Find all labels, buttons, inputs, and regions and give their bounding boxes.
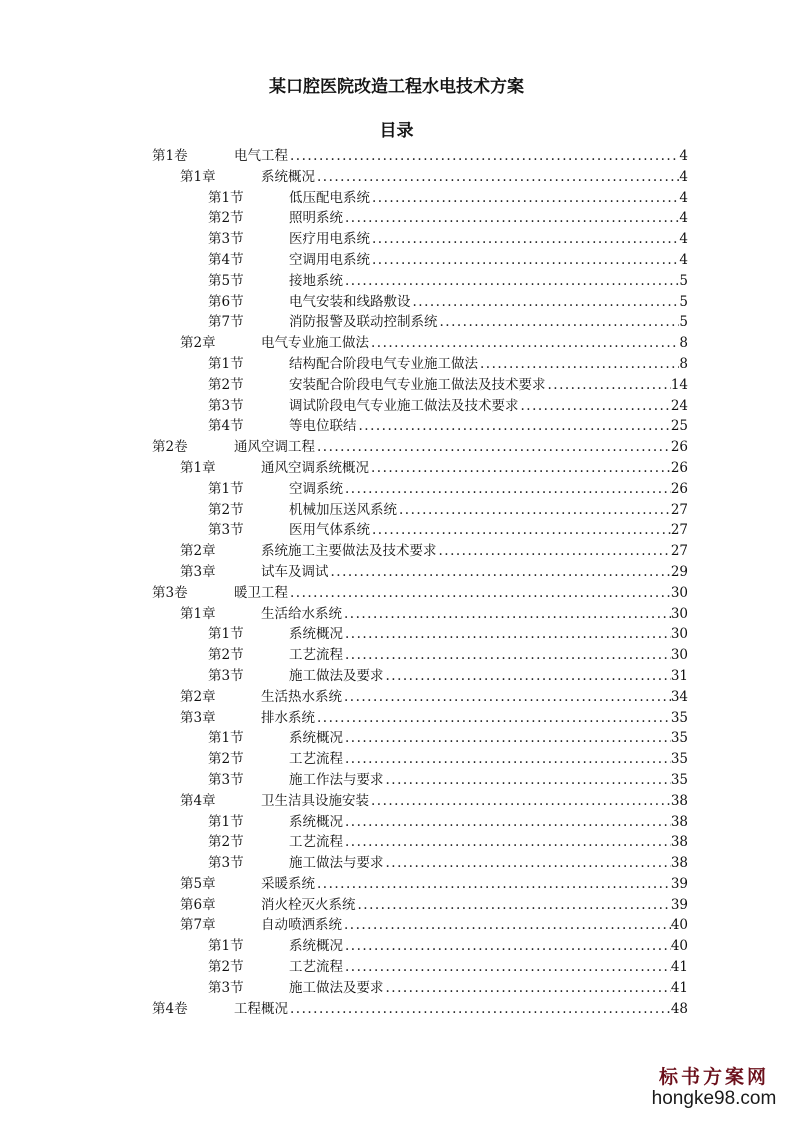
table-of-contents xyxy=(150,146,688,1019)
toc-entry[interactable] xyxy=(150,312,688,333)
toc-entry[interactable] xyxy=(150,229,688,250)
toc-dot-leader xyxy=(384,978,671,999)
toc-entry-number: 第1章 xyxy=(180,459,216,476)
watermark-url: hongke98.com xyxy=(651,1088,777,1109)
toc-dot-leader xyxy=(343,812,671,833)
toc-entry-body xyxy=(261,915,688,936)
toc-entry-title: 系统概况 xyxy=(289,938,343,955)
toc-dot-leader xyxy=(411,292,680,313)
toc-entry-title: 机械加压送风系统 xyxy=(289,501,397,518)
toc-entry-title: 卫生洁具设施安装 xyxy=(261,792,369,809)
toc-entry[interactable] xyxy=(150,354,688,375)
toc-dot-leader xyxy=(343,832,671,853)
toc-entry-page: 4 xyxy=(679,148,688,164)
toc-entry-number: 第2节 xyxy=(208,959,244,976)
toc-entry-number: 第4节 xyxy=(208,418,244,435)
toc-entry-title: 系统概况 xyxy=(289,813,343,830)
toc-entry-body xyxy=(289,520,688,541)
toc-entry[interactable] xyxy=(150,188,688,209)
toc-entry-page: 27 xyxy=(670,501,688,518)
toc-dot-leader xyxy=(343,624,671,645)
toc-entry[interactable] xyxy=(150,146,688,167)
toc-dot-leader xyxy=(288,583,671,604)
toc-entry-number: 第1卷 xyxy=(152,148,188,164)
toc-entry[interactable] xyxy=(150,541,688,562)
toc-dot-leader xyxy=(370,250,679,271)
toc-dot-leader xyxy=(370,229,679,250)
toc-dot-leader xyxy=(315,437,671,458)
toc-dot-leader xyxy=(343,728,671,749)
toc-dot-leader xyxy=(369,333,679,354)
toc-entry-title: 医疗用电系统 xyxy=(289,231,370,248)
toc-entry-number: 第2章 xyxy=(180,688,216,705)
toc-dot-leader xyxy=(370,188,679,209)
toc-dot-leader xyxy=(384,853,671,874)
toc-entry-page: 26 xyxy=(670,439,688,456)
toc-entry-title: 施工做法及要求 xyxy=(289,979,384,996)
toc-entry-body xyxy=(289,832,688,853)
toc-entry-page: 24 xyxy=(670,397,688,414)
toc-entry-title: 施工作法与要求 xyxy=(289,771,384,788)
toc-entry[interactable] xyxy=(150,915,688,936)
toc-dot-leader xyxy=(343,271,679,292)
toc-entry-number: 第3节 xyxy=(208,855,244,872)
toc-entry[interactable] xyxy=(150,437,688,458)
toc-entry-number: 第3卷 xyxy=(152,584,188,601)
toc-dot-leader xyxy=(384,770,671,791)
watermark-logo xyxy=(644,1066,784,1110)
toc-entry[interactable] xyxy=(150,666,688,687)
toc-entry-number: 第1节 xyxy=(208,730,244,747)
toc-entry-body xyxy=(289,271,688,292)
toc-entry-page: 30 xyxy=(670,626,688,643)
toc-entry-page: 40 xyxy=(670,938,688,955)
toc-dot-leader xyxy=(343,957,671,978)
toc-entry[interactable] xyxy=(150,250,688,271)
toc-entry-body xyxy=(289,312,688,333)
toc-entry-title: 电气工程 xyxy=(234,148,288,164)
toc-dot-leader xyxy=(343,749,671,770)
toc-entry-title: 系统施工主要做法及技术要求 xyxy=(261,543,437,560)
toc-entry-body xyxy=(289,624,688,645)
toc-entry[interactable] xyxy=(150,999,688,1020)
toc-entry-title: 等电位联结 xyxy=(289,418,357,435)
toc-entry-page: 26 xyxy=(670,459,688,476)
toc-entry-number: 第5章 xyxy=(180,875,216,892)
toc-entry-body xyxy=(261,791,688,812)
toc-entry-title: 工艺流程 xyxy=(289,647,343,664)
toc-entry-page: 14 xyxy=(670,376,688,393)
toc-entry-number: 第2节 xyxy=(208,376,244,393)
toc-entry[interactable] xyxy=(150,853,688,874)
toc-entry-number: 第6章 xyxy=(180,896,216,913)
toc-entry-number: 第3节 xyxy=(208,397,244,414)
toc-entry-page: 40 xyxy=(670,917,688,934)
toc-entry-body xyxy=(261,895,688,916)
toc-entry-page: 35 xyxy=(670,751,688,768)
toc-entry-body xyxy=(289,936,688,957)
toc-entry[interactable] xyxy=(150,416,688,437)
toc-entry-title: 空调用电系统 xyxy=(289,251,370,268)
toc-entry-page: 39 xyxy=(670,875,688,892)
toc-entry-body xyxy=(261,874,688,895)
toc-entry-title: 消防报警及联动控制系统 xyxy=(289,314,438,331)
toc-entry-number: 第3节 xyxy=(208,522,244,539)
toc-dot-leader xyxy=(478,354,679,375)
toc-entry-page: 39 xyxy=(670,896,688,913)
toc-entry-title: 排水系统 xyxy=(261,709,315,726)
toc-entry-title: 通风空调系统概况 xyxy=(261,459,369,476)
toc-entry[interactable] xyxy=(150,167,688,188)
toc-entry-body xyxy=(289,292,688,313)
toc-entry[interactable] xyxy=(150,645,688,666)
toc-entry-title: 安装配合阶段电气专业施工做法及技术要求 xyxy=(289,376,546,393)
toc-entry-number: 第1节 xyxy=(208,189,244,206)
toc-entry-page: 26 xyxy=(670,480,688,497)
toc-entry-page: 29 xyxy=(670,563,688,580)
document-title: 某口腔医院改造工程水电技术方案 xyxy=(269,77,524,97)
toc-entry-page: 41 xyxy=(670,959,688,976)
toc-entry-number: 第4章 xyxy=(180,792,216,809)
toc-entry-number: 第3节 xyxy=(208,231,244,248)
toc-dot-leader xyxy=(357,416,671,437)
toc-entry[interactable] xyxy=(150,520,688,541)
toc-entry-number: 第3节 xyxy=(208,667,244,684)
toc-dot-leader xyxy=(519,396,671,417)
toc-entry-body xyxy=(261,458,688,479)
toc-entry-page: 35 xyxy=(670,709,688,726)
toc-entry[interactable] xyxy=(150,458,688,479)
toc-entry-page: 4 xyxy=(679,231,688,248)
toc-entry[interactable] xyxy=(150,687,688,708)
toc-entry-title: 工艺流程 xyxy=(289,959,343,976)
toc-dot-leader xyxy=(288,999,671,1020)
toc-entry-body xyxy=(261,708,688,729)
toc-entry-number: 第2章 xyxy=(180,335,216,352)
toc-entry-body xyxy=(261,604,688,625)
toc-dot-leader xyxy=(369,791,671,812)
toc-entry-title: 施工做法与要求 xyxy=(289,855,384,872)
toc-entry-number: 第2节 xyxy=(208,501,244,518)
toc-entry-page: 35 xyxy=(670,730,688,747)
toc-dot-leader xyxy=(343,208,679,229)
toc-entry-body xyxy=(289,250,688,271)
toc-entry-page: 27 xyxy=(670,543,688,560)
toc-entry-page: 5 xyxy=(679,314,688,331)
toc-entry-body xyxy=(289,957,688,978)
toc-entry-title: 空调系统 xyxy=(289,480,343,497)
toc-entry-number: 第2节 xyxy=(208,834,244,851)
toc-heading: 目录 xyxy=(379,121,414,141)
toc-entry[interactable] xyxy=(150,770,688,791)
toc-entry-page: 5 xyxy=(679,293,688,310)
toc-entry[interactable] xyxy=(150,957,688,978)
toc-dot-leader xyxy=(315,167,679,188)
toc-entry-body xyxy=(289,749,688,770)
toc-entry-body xyxy=(289,645,688,666)
toc-entry-number: 第1节 xyxy=(208,355,244,372)
toc-entry-body xyxy=(289,396,688,417)
toc-entry-number: 第7节 xyxy=(208,314,244,331)
toc-entry[interactable] xyxy=(150,728,688,749)
toc-dot-leader xyxy=(343,936,671,957)
watermark-name: 标书方案网 xyxy=(658,1066,769,1088)
toc-entry-body xyxy=(261,333,688,354)
toc-entry-body xyxy=(289,500,688,521)
toc-entry-body xyxy=(289,375,688,396)
toc-entry[interactable] xyxy=(150,562,688,583)
toc-dot-leader xyxy=(546,375,671,396)
toc-entry-number: 第3节 xyxy=(208,979,244,996)
toc-entry-number: 第1节 xyxy=(208,626,244,643)
toc-entry-title: 结构配合阶段电气专业施工做法 xyxy=(289,355,478,372)
toc-entry[interactable] xyxy=(150,375,688,396)
toc-entry-title: 工艺流程 xyxy=(289,751,343,768)
toc-entry-title: 接地系统 xyxy=(289,272,343,289)
toc-entry[interactable] xyxy=(150,292,688,313)
toc-entry-number: 第3章 xyxy=(180,709,216,726)
toc-entry-title: 试车及调试 xyxy=(261,563,329,580)
toc-entry-number: 第2节 xyxy=(208,751,244,768)
toc-entry-page: 34 xyxy=(670,688,688,705)
toc-entry[interactable] xyxy=(150,791,688,812)
toc-entry-body xyxy=(234,146,688,167)
toc-entry-title: 医用气体系统 xyxy=(289,522,370,539)
toc-entry-title: 电气专业施工做法 xyxy=(261,335,369,352)
toc-entry-page: 5 xyxy=(679,272,688,289)
toc-entry-page: 38 xyxy=(670,792,688,809)
toc-entry-title: 生活给水系统 xyxy=(261,605,342,622)
toc-entry-page: 35 xyxy=(670,771,688,788)
toc-entry-title: 通风空调工程 xyxy=(234,439,315,456)
toc-entry-number: 第1节 xyxy=(208,813,244,830)
toc-entry-page: 25 xyxy=(670,418,688,435)
toc-entry-body xyxy=(234,437,688,458)
toc-entry-number: 第2卷 xyxy=(152,439,188,456)
toc-entry-body xyxy=(289,728,688,749)
toc-entry-page: 30 xyxy=(670,584,688,601)
toc-entry-body xyxy=(234,583,688,604)
toc-dot-leader xyxy=(329,562,671,583)
toc-entry[interactable] xyxy=(150,208,688,229)
toc-dot-leader xyxy=(315,874,671,895)
toc-entry-body xyxy=(261,541,688,562)
toc-dot-leader xyxy=(356,895,671,916)
toc-entry-number: 第2节 xyxy=(208,210,244,227)
toc-entry-page: 8 xyxy=(679,355,688,372)
toc-entry[interactable] xyxy=(150,396,688,417)
toc-entry-title: 调试阶段电气专业施工做法及技术要求 xyxy=(289,397,519,414)
toc-dot-leader xyxy=(369,458,671,479)
toc-entry-body xyxy=(289,354,688,375)
toc-entry[interactable] xyxy=(150,583,688,604)
toc-entry-number: 第1章 xyxy=(180,605,216,622)
toc-entry-number: 第2节 xyxy=(208,647,244,664)
toc-dot-leader xyxy=(342,687,671,708)
toc-dot-leader xyxy=(437,541,671,562)
toc-dot-leader xyxy=(343,645,671,666)
toc-entry-body xyxy=(289,229,688,250)
toc-entry-body xyxy=(289,853,688,874)
toc-entry-title: 系统概况 xyxy=(289,730,343,747)
toc-dot-leader xyxy=(397,500,671,521)
toc-entry-page: 8 xyxy=(679,335,688,352)
toc-dot-leader xyxy=(315,708,671,729)
toc-entry-body xyxy=(289,666,688,687)
toc-entry-body xyxy=(289,978,688,999)
toc-entry-title: 照明系统 xyxy=(289,210,343,227)
toc-entry-title: 系统概况 xyxy=(289,626,343,643)
toc-entry[interactable] xyxy=(150,333,688,354)
toc-entry-number: 第4卷 xyxy=(152,1000,188,1017)
toc-entry-body xyxy=(289,770,688,791)
toc-entry-title: 自动喷洒系统 xyxy=(261,917,342,934)
toc-entry-number: 第1章 xyxy=(180,168,216,185)
toc-entry-number: 第3节 xyxy=(208,771,244,788)
toc-entry[interactable] xyxy=(150,479,688,500)
toc-entry[interactable] xyxy=(150,874,688,895)
toc-dot-leader xyxy=(370,520,671,541)
toc-entry[interactable] xyxy=(150,895,688,916)
toc-entry[interactable] xyxy=(150,500,688,521)
toc-entry-title: 消火栓灭火系统 xyxy=(261,896,356,913)
toc-dot-leader xyxy=(343,479,671,500)
toc-entry-page: 4 xyxy=(679,251,688,268)
toc-entry[interactable] xyxy=(150,936,688,957)
toc-entry-page: 4 xyxy=(679,189,688,206)
toc-entry-number: 第4节 xyxy=(208,251,244,268)
toc-entry-body xyxy=(289,416,688,437)
toc-entry[interactable] xyxy=(150,978,688,999)
toc-entry-body xyxy=(261,167,688,188)
toc-entry-page: 38 xyxy=(670,834,688,851)
toc-dot-leader xyxy=(438,312,680,333)
toc-entry-page: 38 xyxy=(670,813,688,830)
toc-entry-title: 工程概况 xyxy=(234,1000,288,1017)
toc-entry[interactable] xyxy=(150,708,688,729)
toc-entry[interactable] xyxy=(150,749,688,770)
toc-entry-body xyxy=(289,208,688,229)
toc-entry-number: 第7章 xyxy=(180,917,216,934)
toc-dot-leader xyxy=(342,915,671,936)
toc-entry-title: 采暖系统 xyxy=(261,875,315,892)
toc-entry-title: 电气安装和线路敷设 xyxy=(289,293,411,310)
toc-entry-number: 第1节 xyxy=(208,938,244,955)
toc-entry-title: 生活热水系统 xyxy=(261,688,342,705)
toc-entry-page: 30 xyxy=(670,605,688,622)
toc-entry-body xyxy=(261,562,688,583)
toc-entry-number: 第6节 xyxy=(208,293,244,310)
toc-entry[interactable] xyxy=(150,832,688,853)
toc-entry-number: 第2章 xyxy=(180,543,216,560)
toc-entry-number: 第1节 xyxy=(208,480,244,497)
toc-entry-title: 工艺流程 xyxy=(289,834,343,851)
toc-entry-title: 施工做法及要求 xyxy=(289,667,384,684)
toc-entry-body xyxy=(261,687,688,708)
toc-entry-page: 4 xyxy=(679,210,688,227)
toc-entry-body xyxy=(289,479,688,500)
toc-entry-number: 第3章 xyxy=(180,563,216,580)
toc-dot-leader xyxy=(288,146,679,167)
toc-entry-title: 暖卫工程 xyxy=(234,584,288,601)
toc-entry-title: 系统概况 xyxy=(261,168,315,185)
toc-entry-page: 31 xyxy=(670,667,688,684)
toc-entry-body xyxy=(289,188,688,209)
toc-entry-number: 第5节 xyxy=(208,272,244,289)
toc-entry[interactable] xyxy=(150,812,688,833)
toc-entry[interactable] xyxy=(150,624,688,645)
toc-entry-page: 48 xyxy=(670,1000,688,1017)
toc-entry[interactable] xyxy=(150,604,688,625)
toc-entry-page: 4 xyxy=(679,168,688,185)
toc-entry-page: 41 xyxy=(670,979,688,996)
toc-entry-page: 38 xyxy=(670,855,688,872)
toc-entry-page: 27 xyxy=(670,522,688,539)
toc-entry[interactable] xyxy=(150,271,688,292)
toc-dot-leader xyxy=(342,604,671,625)
toc-entry-body xyxy=(289,812,688,833)
toc-entry-title: 低压配电系统 xyxy=(289,189,370,206)
toc-entry-body xyxy=(234,999,688,1020)
toc-entry-page: 30 xyxy=(670,647,688,664)
toc-dot-leader xyxy=(384,666,671,687)
